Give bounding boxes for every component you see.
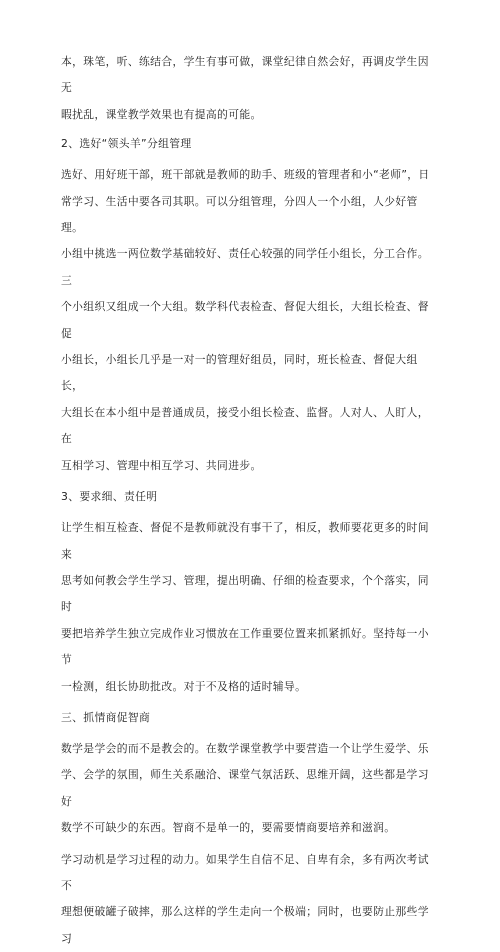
text-line: 要把培养学生独立完成作业习惯放在工作重要位置来抓紧抓好。坚持每一小节: [61, 626, 429, 667]
paragraph-discipline: [61, 49, 439, 128]
text-line: 让学生相互检查、督促不是教师就没有事干了，相反，教师要花更多的时间来: [61, 521, 429, 561]
text-line: 选好、用好班干部，班干部就是教师的助手、班级的管理者和小“老师”，日: [61, 168, 430, 182]
text-line: 思考如何教会学生学习、管理，提出明确、仔细的检查要求，个个落实，同时: [61, 573, 429, 614]
text-line: 个小组织又组成一个大组。数学科代表检查、督促大组长，大组长检查、督促: [61, 300, 429, 340]
section-heading-eq-iq: [61, 705, 439, 731]
paragraph-learning-atmosphere: [61, 736, 439, 842]
text-line: 一检测，组长协助批改。对于不及格的适时辅导。: [61, 679, 307, 693]
text-line: 本，珠笔，听、练结合，学生有事可做，课堂纪律自然会好，再调皮学生因无: [61, 55, 429, 95]
text-line: 小组长，小组长几乎是一对一的管理好组员，同时，班长检查、督促大组长，: [61, 353, 418, 393]
text-line: 数学不可缺少的东西。智商不是单一的，要需要情商要培养和滋润。: [61, 821, 396, 835]
text-line: 大组长在本小组中是普通成员，接受小组长检查、监督。人对人、人盯人，在: [61, 405, 429, 446]
heading-text: 2、选好“领头羊”分组管理: [61, 137, 192, 151]
text-line: 互相学习、管理中相互学习、共同进步。: [61, 458, 262, 472]
section-heading-requirements: [61, 484, 439, 510]
section-heading-leader-groups: [61, 131, 439, 157]
text-line: 小组中挑选一两位数学基础较好、责任心较强的同学任小组长，分工合作。三: [61, 247, 429, 287]
text-line: 学习动机是学习过程的动力。如果学生自信不足、自卑有余，多有两次考试不: [61, 852, 429, 892]
text-line: 理想便破罐子破摔，那么这样的学生走向一个极端；同时，也要防止那些学习: [61, 905, 429, 945]
text-line: 数学是学会的而不是教会的。在数学课堂教学中要营造一个让学生爱学、乐: [61, 741, 429, 755]
paragraph-group-management: [61, 162, 439, 479]
document-body: [61, 49, 439, 952]
text-line: 学、会学的氛围，师生关系融洽、课堂气氛活跃、思维开阔，这些都是学习好: [61, 768, 429, 808]
heading-text: 三、抓情商促智商: [61, 710, 151, 724]
paragraph-motivation: [61, 847, 439, 952]
text-line: 常学习、生活中要各司其职。可以分组管理，分四人一个小组，人少好管理。: [61, 194, 418, 235]
paragraph-checking: [61, 515, 439, 700]
text-line: 暇扰乱，课堂教学效果也有提高的可能。: [61, 107, 262, 121]
heading-text: 3、要求细、责任明: [61, 490, 158, 504]
